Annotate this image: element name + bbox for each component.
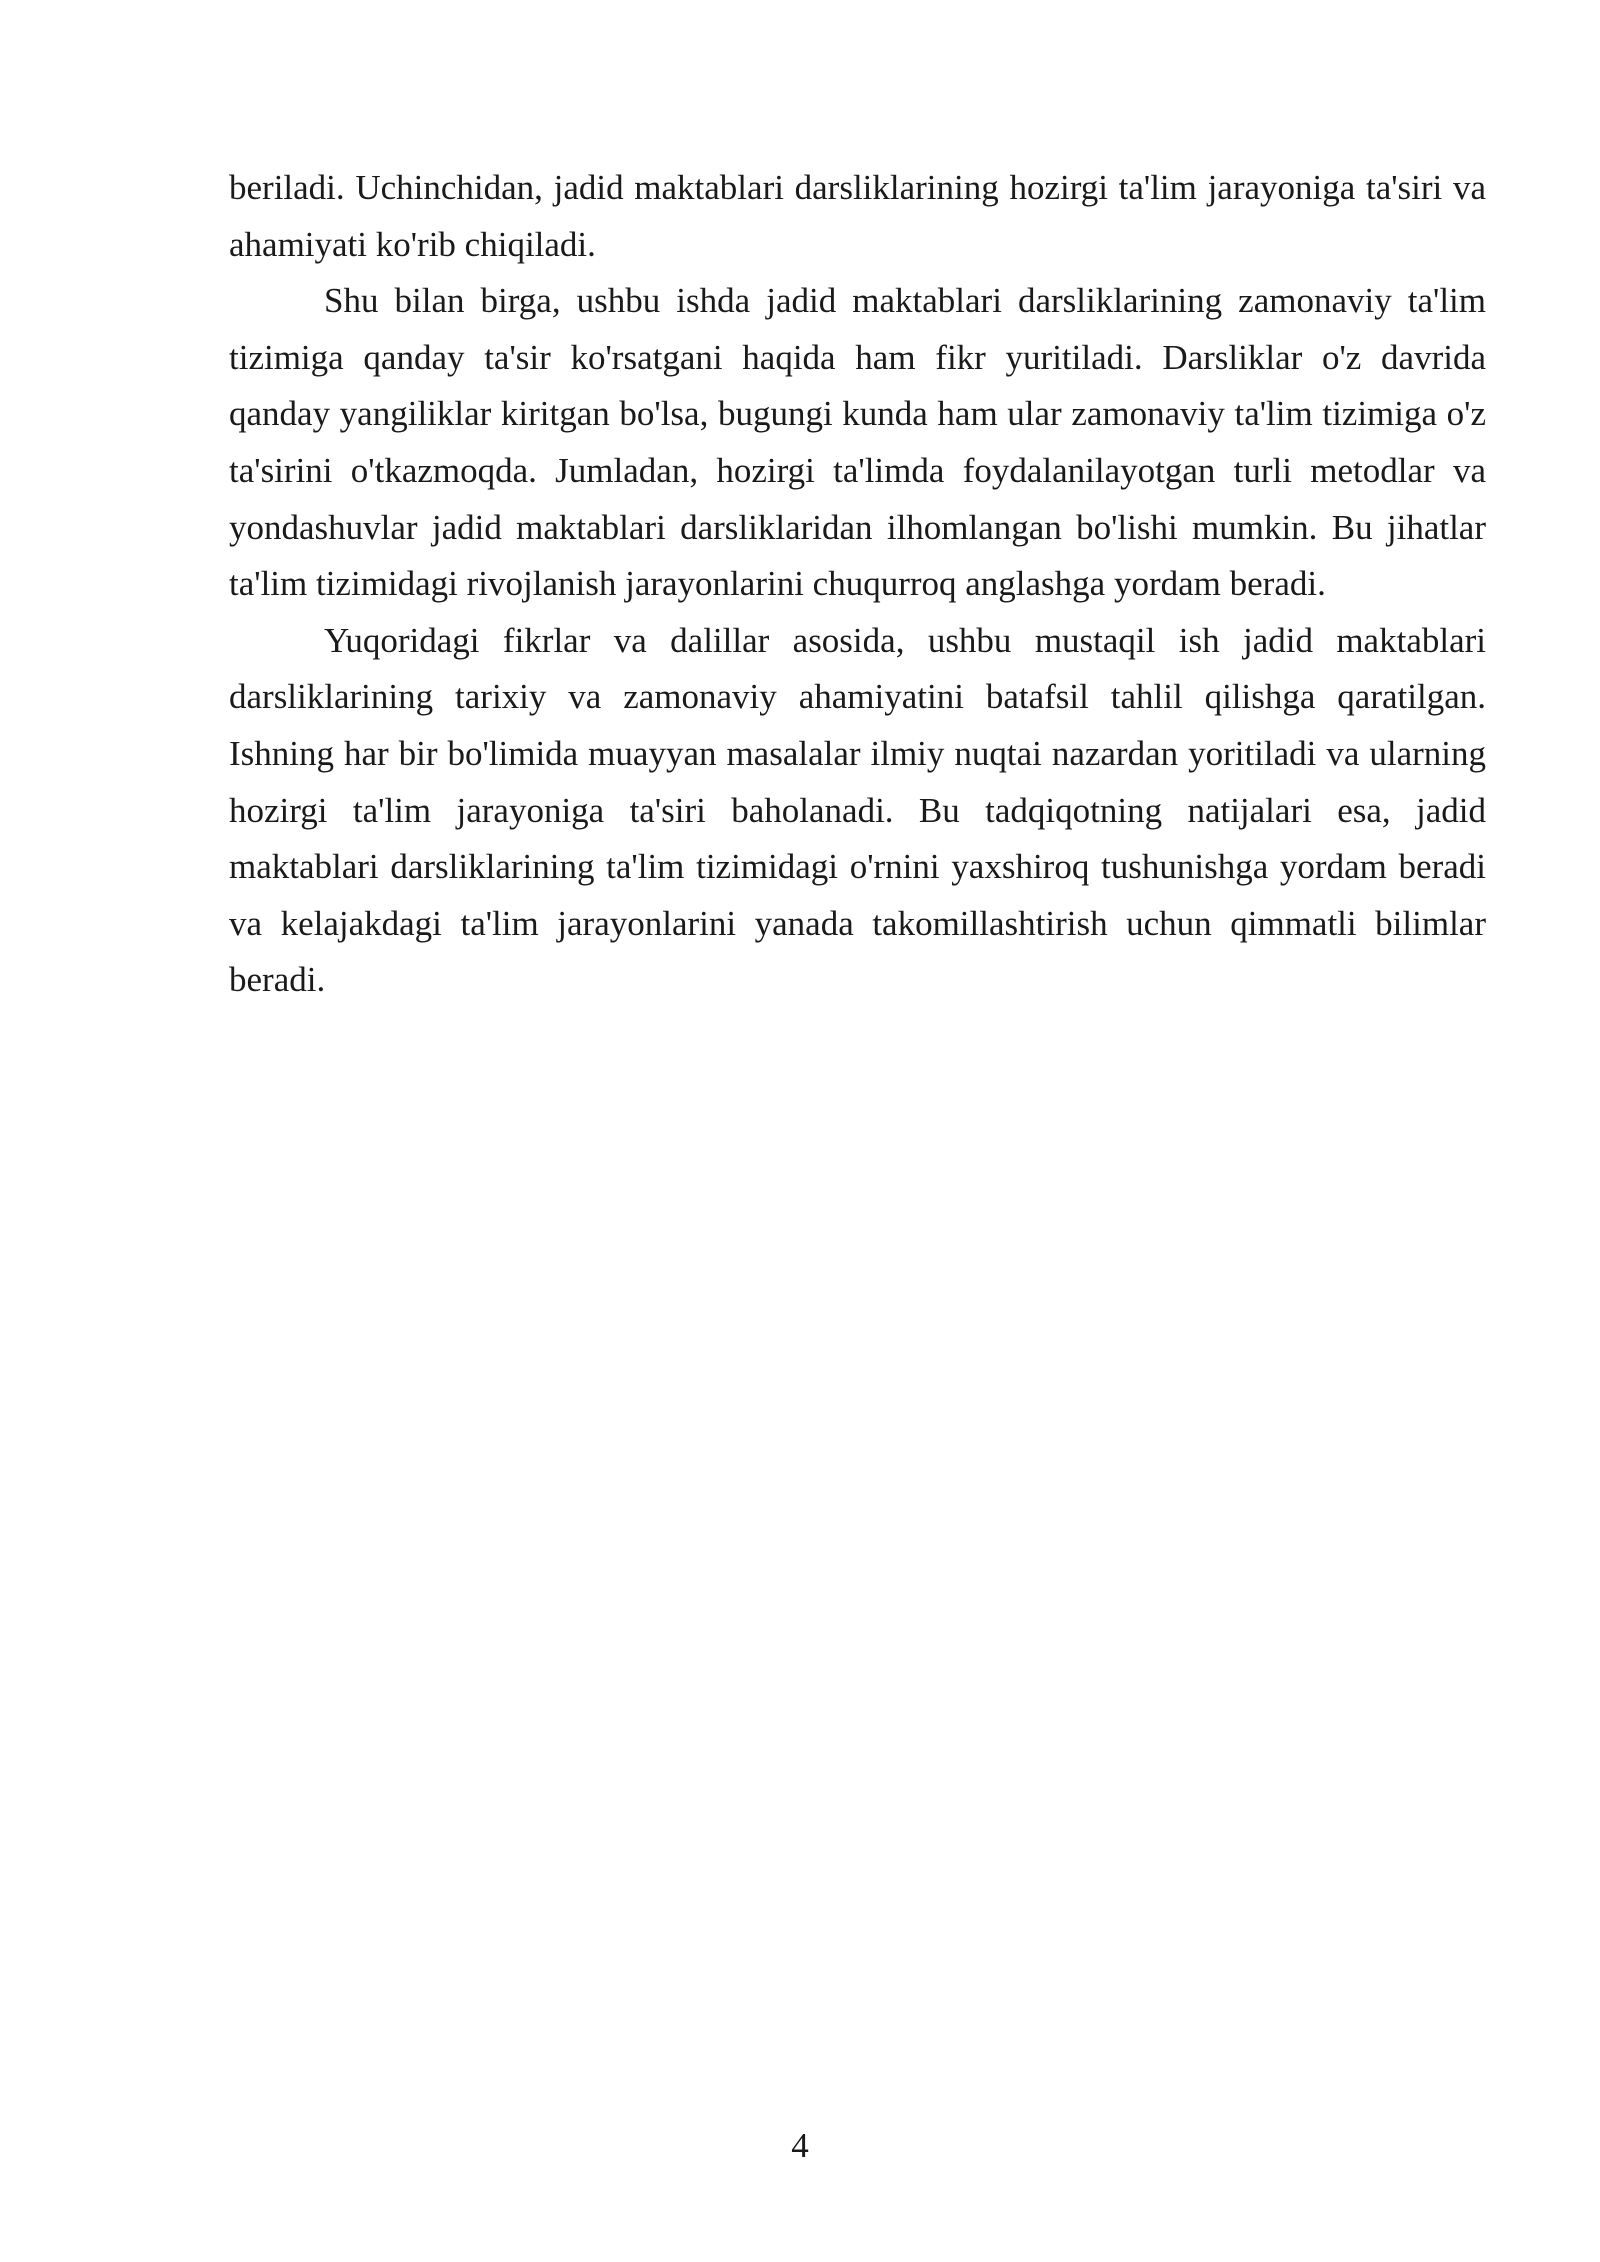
body-text [229,160,1486,1009]
paragraph-continuation: beriladi. Uchinchidan, jadid maktablari darsliklarining hozirgi ta'lim jarayoniga ta'siri va ahamiyati ko'rib chiqiladi. [229,168,1486,264]
paragraph-third: Yuqoridagi fikrlar va dalillar asosida, ushbu mustaqil ish jadid maktablari darsliklarining tarixiy va zamonaviy ahamiyatini batafsil tahlil qilishga qaratilgan. Ishning har bir bo'limida muayyan masalalar ilmiy nuqtai nazardan yoritiladi va ularning hozirgi ta'lim jarayoniga ta'siri baholanadi. Bu tadqiqotning natijalari esa, jadid maktablari darsliklarining ta'lim tizimidagi o'rnini yaxshiroq tushunishga yordam beradi va kelajakdagi ta'lim jarayonlarini yanada takomillashtirish uchun qimmatli bilimlar beradi. [229,620,1486,1000]
page-number: 4 [791,2126,809,2165]
paragraph-second: Shu bilan birga, ushbu ishda jadid maktablari darsliklarining zamonaviy ta'lim tizimiga qanday ta'sir ko'rsatgani haqida ham fikr yuritiladi. Darsliklar o'z davrida qanday yangiliklar kiritgan bo'lsa, bugungi kunda ham ular zamonaviy ta'lim tizimiga o'z ta'sirini o'tkazmoqda. Jumladan, hozirgi ta'limda foydalanilayotgan turli metodlar va yondashuvlar jadid maktablari darsliklaridan ilhomlangan bo'lishi mumkin. Bu jihatlar ta'lim tizimidagi rivojlanish jarayonlarini chuqurroq anglashga yordam beradi. [229,281,1486,604]
